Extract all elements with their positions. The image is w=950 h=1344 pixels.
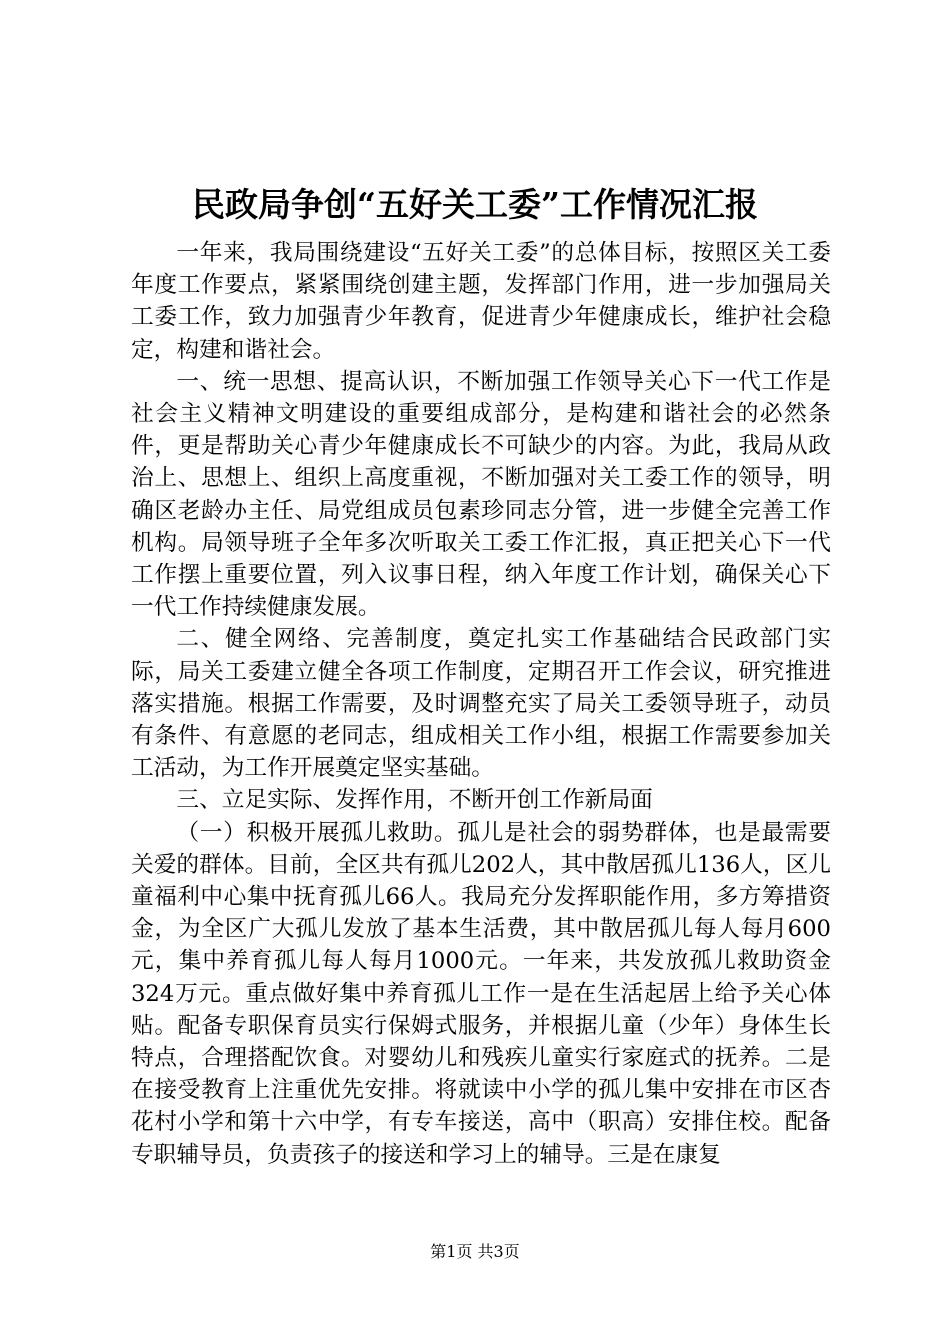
paragraph-intro: 一年来，我局围绕建设“五好关工委”的总体目标，按照区关工委年度工作要点，紧紧围绕创建主题，发挥部门作用，进一步加强局关工委工作，致力加强青少年教育，促进青少年健康成长，维护社会稳定，构建和谐社会。 (131, 240, 831, 363)
paragraph-section-3-1: （一）积极开展孤儿救助。孤儿是社会的弱势群体，也是最需要关爱的群体。目前，全区共有孤儿202人，其中散居孤儿136人，区儿童福利中心集中抚育孤儿66人。我局充分发挥职能作用，多方筹措资金，为全区广大孤儿发放了基本生活费，其中散居孤儿每人每月600元，集中养育孤儿每人每月1000元。一年来，共发放孤儿救助资金324万元。重点做好集中养育孤儿工作一是在生活起居上给予关心体贴。配备专职保育员实行保姆式服务，并根据儿童（少年）身体生长特点，合理搭配饮食。对婴幼儿和残疾儿童实行家庭式的抚养。二是在接受教育上注重优先安排。将就读中小学的孤儿集中安排在市区杏花村小学和第十六中学，有专车接送，高中（职高）安排住校。配备专职辅导员，负责孩子的接送和学习上的辅导。三是在康复 (131, 819, 831, 1168)
document-title: 民政局争创“五好关工委”工作情况汇报 (192, 185, 758, 224)
paragraph-section-2: 二、健全网络、完善制度，奠定扎实工作基础结合民政部门实际，局关工委建立健全各项工作制度，定期召开工作会议，研究推进落实措施。根据工作需要，及时调整充实了局关工委领导班子，动员有条件、有意愿的老同志，组成相关工作小组，根据工作需要参加关工活动，为工作开展奠定坚实基础。 (131, 626, 831, 782)
page-number-footer: 第1页 共3页 (430, 1242, 520, 1261)
paragraph-section-1: 一、统一思想、提高认识，不断加强工作领导关心下一代工作是社会主义精神文明建设的重要组成部分，是构建和谐社会的必然条件，更是帮助关心青少年健康成长不可缺少的内容。为此，我局从政治上、思想上、组织上高度重视，不断加强对关工委工作的领导，明确区老龄办主任、局党组成员包素珍同志分管，进一步健全完善工作机构。局领导班子全年多次听取关工委工作汇报，真正把关心下一代工作摆上重要位置，列入议事日程，纳入年度工作计划，确保关心下一代工作持续健康发展。 (131, 368, 831, 621)
document-body (131, 237, 831, 1171)
paragraph-section-3-heading: 三、立足实际、发挥作用，不断开创工作新局面 (176, 787, 653, 814)
